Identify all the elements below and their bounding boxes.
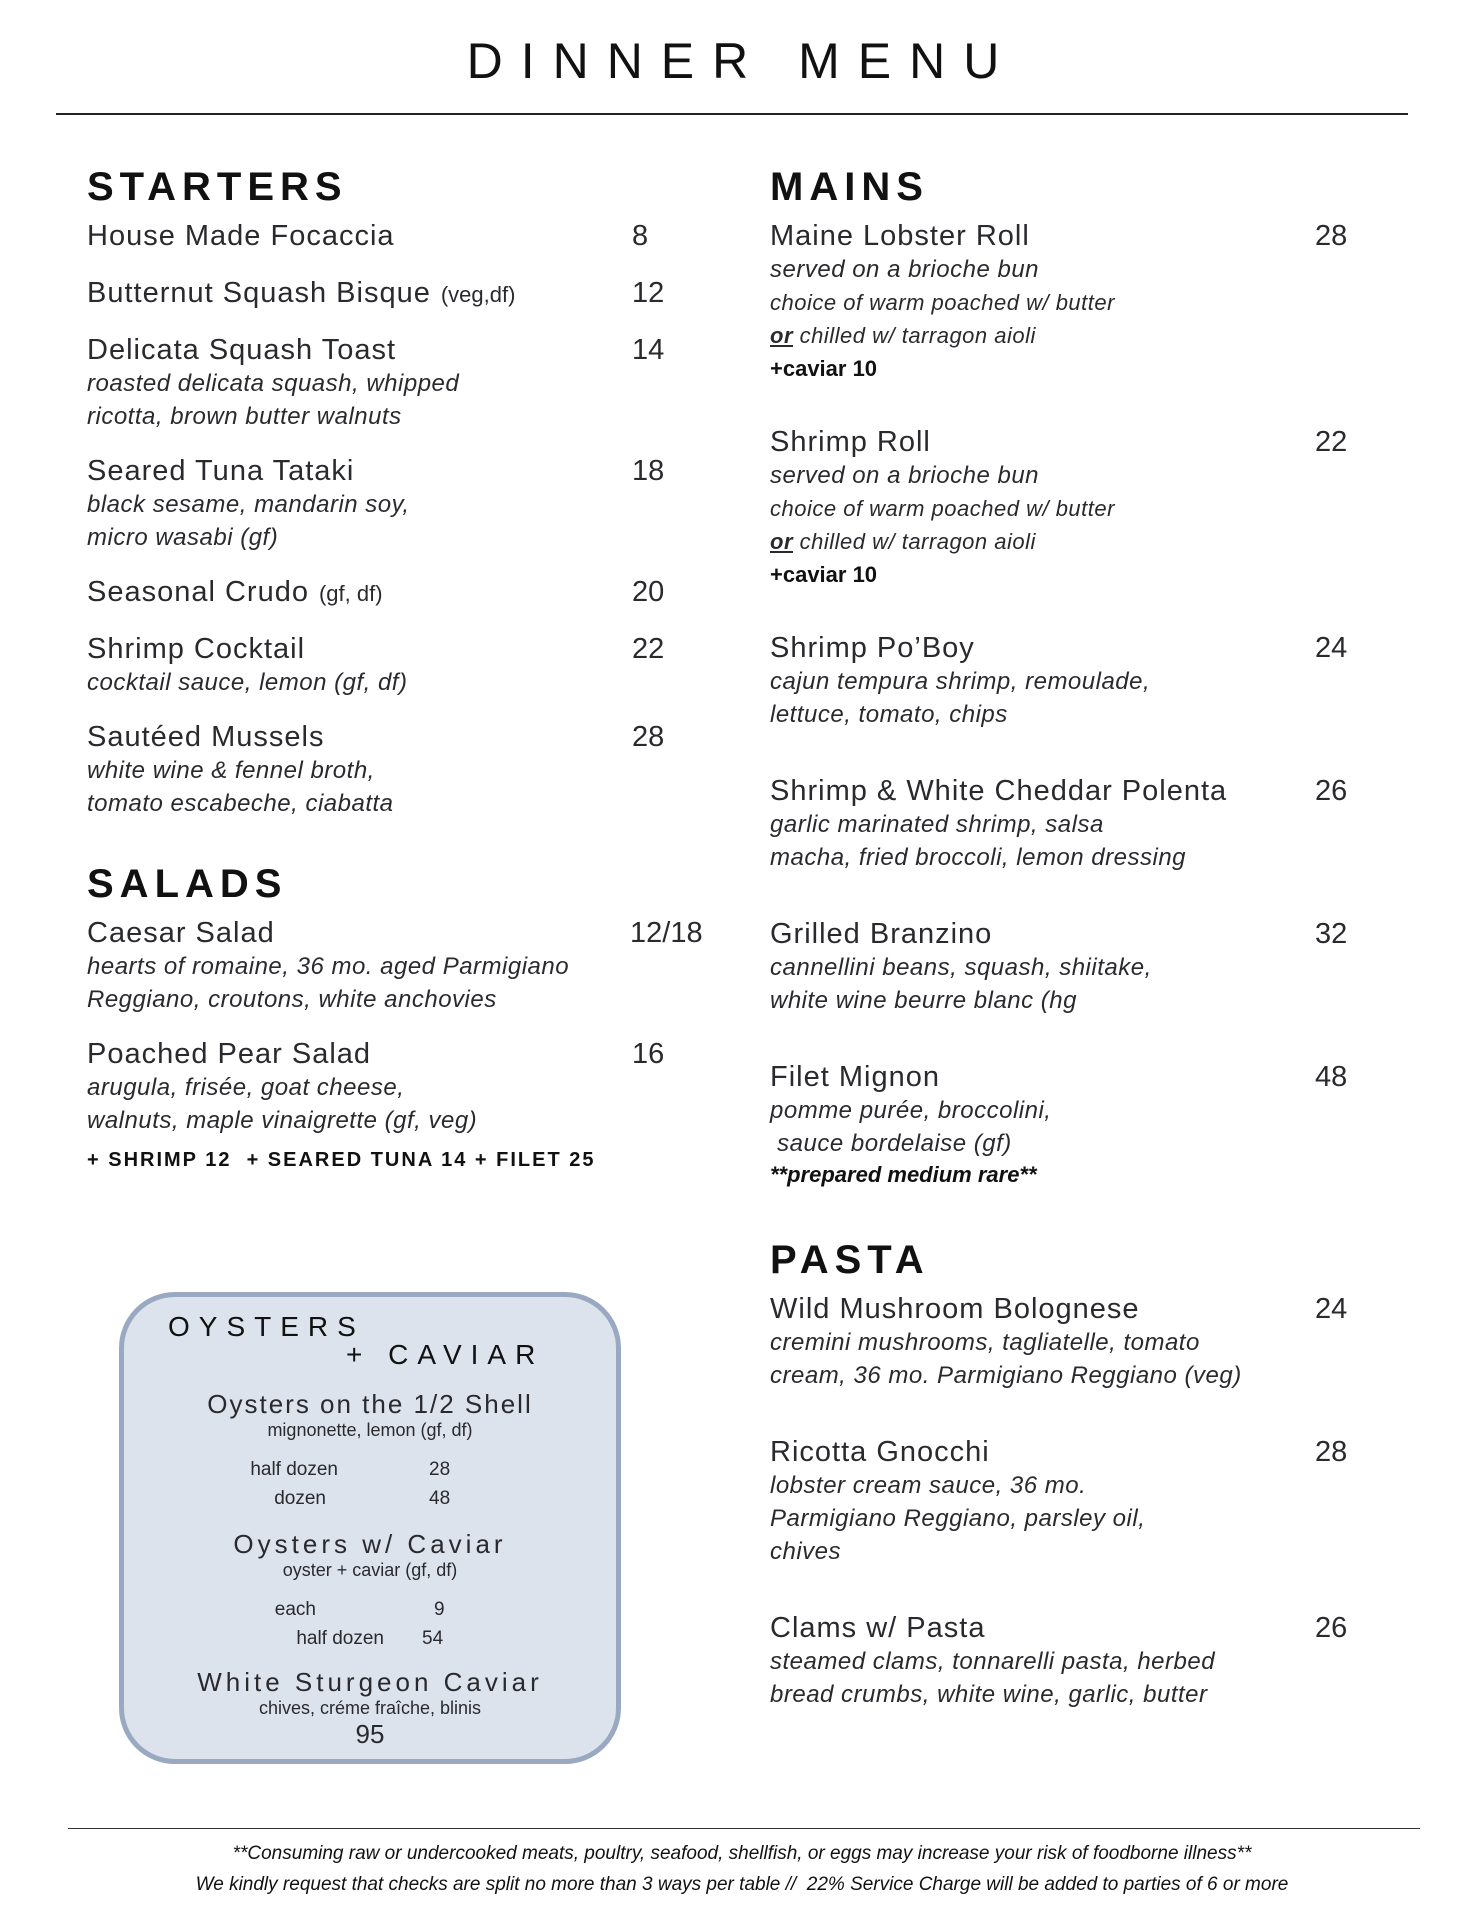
bottom-divider [68,1828,1420,1829]
menu-item [770,918,1370,1017]
item-description: served on a brioche bun [770,256,1040,283]
salads-heading: SALADS [87,862,288,906]
item-name: Shrimp & White Cheddar Polenta [770,775,1228,807]
item-price: 24 [1315,632,1348,664]
item-price: 26 [1315,1612,1348,1644]
item-description [87,754,717,820]
item-description [770,1469,1370,1568]
menu-item [87,455,717,554]
item-price: 22 [632,633,665,665]
item-price: 32 [1315,918,1348,950]
choice-text: chilled w/ tarragon aioli [793,323,1036,348]
desc-line: lobster cream sauce, 36 mo. [770,1472,1087,1499]
menu-item [770,775,1370,874]
desc-line: cremini mushrooms, tagliatelle, tomato [770,1329,1200,1356]
page-title: DINNER MENU [466,33,1018,89]
choice-line [770,525,1370,558]
item-price: 12 [632,277,665,309]
food-safety-notice: **Consuming raw or undercooked meats, poultry, seafood, shellfish, or eggs may increase your risk of foodborne illness** [232,1843,1252,1864]
item-name: Seasonal Crudo [87,576,309,608]
item-name: Shrimp Cocktail [87,633,306,665]
menu-item [87,917,717,1016]
menu-item [87,721,717,820]
salad-addons: + SHRIMP 12 + SEARED TUNA 14 + FILET 25 [87,1149,596,1171]
desc-line: arugula, frisée, goat cheese, [87,1074,405,1101]
item-description [770,1326,1370,1392]
choice-line: choice of warm poached w/ butter [770,496,1115,521]
item-description [770,951,1370,1017]
menu-item [770,1293,1370,1392]
item-price: 24 [1315,1293,1348,1325]
mains-heading: MAINS [770,165,929,209]
item-name: Clams w/ Pasta [770,1612,986,1644]
item-name: Shrimp Roll [770,426,931,458]
item-dietary-note: (veg,df) [440,282,516,307]
menu-item [770,220,1370,386]
item-price: 26 [1315,775,1348,807]
price-row [124,1455,616,1484]
item-price: 28 [632,721,665,753]
item-description [770,665,1370,731]
desc-line: cajun tempura shrimp, remoulade, [770,668,1151,695]
desc-line: macha, fried broccoli, lemon dressing [770,844,1187,871]
price-row [124,1484,616,1513]
price-row [124,1595,616,1624]
item-name: Grilled Branzino [770,918,993,950]
desc-line: micro wasabi (gf) [87,524,279,551]
item-price: 22 [1315,426,1348,458]
desc-line: cannellini beans, squash, shiitake, [770,954,1152,981]
price-row [124,1624,616,1653]
caviar-item-price: 95 [355,1719,385,1749]
item-name: Wild Mushroom Bolognese [770,1293,1140,1325]
item-name: Filet Mignon [770,1061,940,1093]
desc-line: ricotta, brown butter walnuts [87,403,402,430]
desc-line: chives [770,1538,842,1565]
pasta-heading: PASTA [770,1238,930,1282]
menu-item [87,220,717,253]
item-description [770,808,1370,874]
item-price: 8 [632,220,649,252]
desc-line: pomme purée, broccolini, [770,1097,1052,1124]
or-emphasis: or [770,529,793,554]
sturgeon-block [124,1667,616,1750]
price-label: each [274,1599,316,1620]
item-description [87,367,717,433]
item-name: Caesar Salad [87,917,275,949]
price-label: half dozen [296,1628,384,1649]
with-caviar-block [124,1529,616,1653]
item-price: 48 [1315,1061,1348,1093]
service-charge-notice: We kindly request that checks are split no more than 3 ways per table // 22% Service Charge will be added to parties of 6 or more [195,1874,1289,1895]
item-description [87,950,717,1016]
item-name: Seared Tuna Tataki [87,455,355,487]
desc-line: white wine & fennel broth, [87,757,375,784]
oysters-title: OYSTERS [168,1311,365,1342]
item-price: 16 [632,1038,665,1070]
item-price: 28 [1315,220,1348,252]
item-addon: +caviar 10 [770,356,878,381]
menu-item [770,426,1370,592]
item-description [770,1645,1370,1711]
oysters-caviar-box [119,1292,621,1764]
price-value: 28 [429,1459,451,1480]
left-column [87,165,717,1172]
item-price: 12/18 [630,917,703,949]
item-addon: +caviar 10 [770,562,878,587]
top-divider [56,113,1408,115]
menu-item [87,277,717,310]
item-name: Sautéed Mussels [87,721,325,753]
desc-line: tomato escabeche, ciabatta [87,790,394,817]
desc-line: cocktail sauce, lemon (gf, df) [87,669,408,696]
menu-item [770,1436,1370,1568]
desc-line: black sesame, mandarin soy, [87,491,410,518]
menu-item [87,576,717,609]
desc-line: bread crumbs, white wine, garlic, butter [770,1681,1208,1708]
price-value: 54 [422,1628,444,1649]
menu-item [770,1612,1370,1711]
desc-line: lettuce, tomato, chips [770,701,1008,728]
item-dietary-note: (gf, df) [318,581,383,606]
item-description [770,1094,1370,1160]
menu-item [770,632,1370,731]
caviar-item-name: White Sturgeon Caviar [197,1667,543,1697]
menu-item [87,1038,717,1137]
item-name: Delicata Squash Toast [87,334,397,366]
item-description [87,666,717,699]
choice-line [770,319,1370,352]
desc-line: roasted delicata squash, whipped [87,370,460,397]
or-emphasis: or [770,323,793,348]
desc-line: sauce bordelaise (gf) [770,1130,1012,1157]
price-value: 9 [434,1599,445,1620]
item-price: 20 [632,576,665,608]
item-name: Poached Pear Salad [87,1038,372,1070]
item-name: Ricotta Gnocchi [770,1436,990,1468]
item-price: 18 [632,455,665,487]
right-column [770,165,1370,1733]
choice-text: chilled w/ tarragon aioli [793,529,1036,554]
starters-heading: STARTERS [87,165,348,209]
item-name: Shrimp Po’Boy [770,632,975,664]
oyster-item-desc: mignonette, lemon (gf, df) [267,1420,473,1440]
desc-line: garlic marinated shrimp, salsa [770,811,1104,838]
menu-item [87,633,717,699]
item-name: Maine Lobster Roll [770,220,1030,252]
oyster-item-name: Oysters on the 1/2 Shell [207,1389,533,1419]
desc-line: cream, 36 mo. Parmigiano Reggiano (veg) [770,1362,1242,1389]
desc-line: steamed clams, tonnarelli pasta, herbed [770,1648,1216,1675]
item-price: 28 [1315,1436,1348,1468]
price-label: dozen [274,1488,326,1509]
menu-item [87,334,717,433]
item-description [87,1071,717,1137]
desc-line: walnuts, maple vinaigrette (gf, veg) [87,1107,478,1134]
item-description [87,488,717,554]
item-name: House Made Focaccia [87,220,395,252]
desc-line: Parmigiano Reggiano, parsley oil, [770,1505,1146,1532]
price-value: 48 [429,1488,451,1509]
caviar-title: + CAVIAR [346,1339,545,1370]
desc-line: Reggiano, croutons, white anchovies [87,986,497,1013]
item-price: 14 [632,334,665,366]
desc-line: hearts of romaine, 36 mo. aged Parmigiano [87,953,570,980]
oyster-item-desc: oyster + caviar (gf, df) [282,1560,458,1580]
preparation-note: **prepared medium rare** [770,1162,1037,1187]
desc-line: white wine beurre blanc (hg [770,987,1077,1014]
item-description: served on a brioche bun [770,462,1040,489]
caviar-item-desc: chives, créme fraîche, blinis [258,1698,482,1718]
oyster-item-name: Oysters w/ Caviar [233,1529,507,1559]
item-name: Butternut Squash Bisque [87,277,431,309]
price-label: half dozen [250,1459,338,1480]
choice-line: choice of warm poached w/ butter [770,290,1115,315]
menu-item [770,1061,1370,1190]
half-shell-block [124,1389,616,1513]
